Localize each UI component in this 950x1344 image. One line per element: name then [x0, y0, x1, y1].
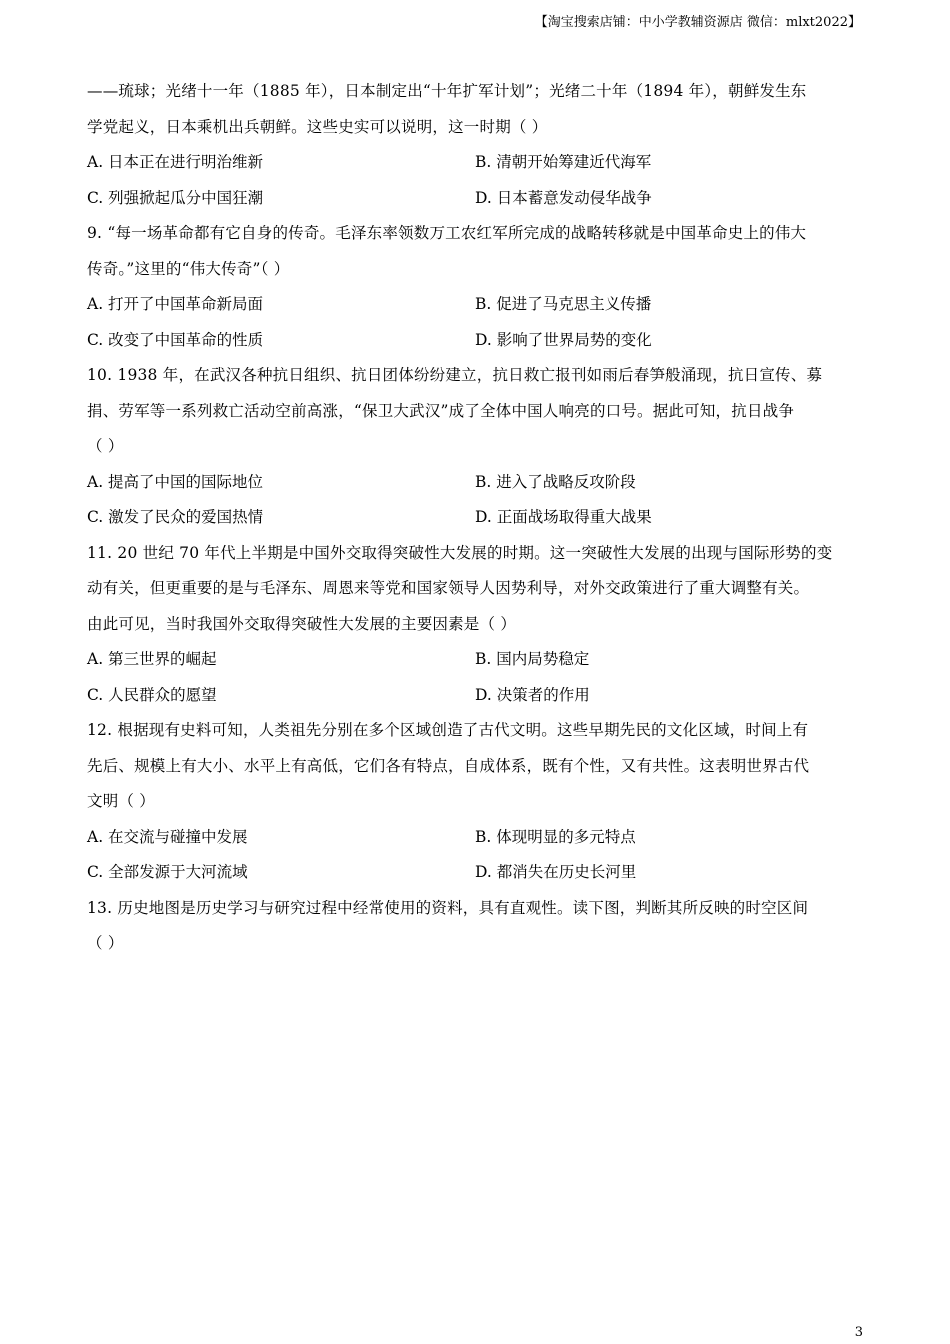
options-row: [87, 855, 863, 891]
option-d: D. 决策者的作用: [475, 685, 590, 704]
question-text-line: 9. “每一场革命都有它自身的传奇。毛泽东率领数万工农红军所完成的战略转移就是中国革命史上的伟大: [87, 224, 807, 242]
option-d: D. 正面战场取得重大战果: [475, 508, 652, 526]
question-8-continuation: [87, 74, 863, 216]
option-c: C. 全部发源于大河流域: [87, 863, 248, 881]
option-b: B. 清朝开始筹建近代海军: [475, 153, 652, 171]
shop-header: 【淘宝搜索店铺：中小学教辅资源店 微信：mlxt2022】: [534, 15, 861, 30]
question-10: [87, 358, 863, 536]
question-text-line: 12. 根据现有史料可知，人类祖先分别在多个区域创造了古代文明。这些早期先民的文化区域，时间上有: [87, 721, 809, 739]
question-11: [87, 536, 863, 714]
question-12: [87, 713, 863, 891]
options-row: [87, 323, 863, 359]
question-text-line: 由此可见，当时我国外交取得突破性大发展的主要因素是（ ）: [87, 614, 517, 633]
option-d: D. 日本蓄意发动侵华战争: [475, 188, 652, 207]
options-row: [87, 820, 863, 856]
option-c: C. 激发了民众的爱国热情: [87, 508, 264, 526]
option-a: A. 在交流与碰撞中发展: [87, 827, 248, 846]
question-text-line: 13. 历史地图是历史学习与研究过程中经常使用的资料，具有直观性。读下图，判断其所反映的时空区间: [87, 898, 809, 917]
question-text-line: 先后、规模上有大小、水平上有高低，它们各有特点，自成体系，既有个性，又有共性。这表明世界古代: [87, 756, 810, 775]
page-number: 3: [854, 1325, 863, 1340]
options-row: [87, 642, 863, 678]
option-a: A. 日本正在进行明治维新: [87, 153, 264, 171]
question-9: [87, 216, 863, 358]
option-a: A. 提高了中国的国际地位: [87, 472, 264, 491]
question-text-line: 捐、劳军等一系列救亡活动空前高涨，“保卫大武汉”成了全体中国人响亮的口号。据此可知，抗日战争: [87, 401, 795, 420]
option-b: B. 进入了战略反攻阶段: [475, 472, 636, 491]
option-d: D. 都消失在历史长河里: [475, 863, 637, 881]
options-row: [87, 465, 863, 501]
option-a: A. 打开了中国革命新局面: [87, 295, 264, 313]
options-row: [87, 500, 863, 536]
question-text-line: 传奇。”这里的“伟大传奇”（ ）: [87, 259, 290, 278]
options-row: [87, 287, 863, 323]
options-row: [87, 678, 863, 714]
option-c: C. 人民群众的愿望: [87, 685, 217, 704]
option-d: D. 影响了世界局势的变化: [475, 330, 652, 349]
option-b: B. 促进了马克思主义传播: [475, 295, 652, 313]
question-text-line: （ ）: [87, 437, 124, 455]
question-text-line: 11. 20 世纪 70 年代上半期是中国外交取得突破性大发展的时期。这一突破性大发展的出现与国际形势的变: [87, 543, 833, 562]
question-text-line: 动有关，但更重要的是与毛泽东、周恩来等党和国家领导人因势利导，对外交政策进行了重大调整有关。: [87, 579, 810, 597]
option-b: B. 体现明显的多元特点: [475, 827, 636, 846]
question-text-line: 文明（ ）: [87, 792, 155, 810]
options-row: [87, 181, 863, 217]
question-text-line: 学党起义，日本乘机出兵朝鲜。这些史实可以说明，这一时期（ ）: [87, 117, 548, 136]
question-text-line: 10. 1938 年，在武汉各种抗日组织、抗日团体纷纷建立，抗日救亡报刊如雨后春笋般涌现，抗日宣传、募: [87, 366, 823, 384]
option-c: C. 列强掀起瓜分中国狂潮: [87, 188, 264, 207]
question-13: [87, 891, 863, 962]
option-c: C. 改变了中国革命的性质: [87, 330, 264, 349]
option-b: B. 国内局势稳定: [475, 650, 590, 668]
exam-page-content: [87, 74, 863, 962]
question-text-line: ——琉球；光绪十一年（1885 年），日本制定出“十年扩军计划”；光绪二十年（1894 年），朝鲜发生东: [87, 82, 807, 100]
option-a: A. 第三世界的崛起: [87, 650, 217, 668]
options-row: [87, 145, 863, 181]
question-text-line: （ ）: [87, 934, 124, 952]
